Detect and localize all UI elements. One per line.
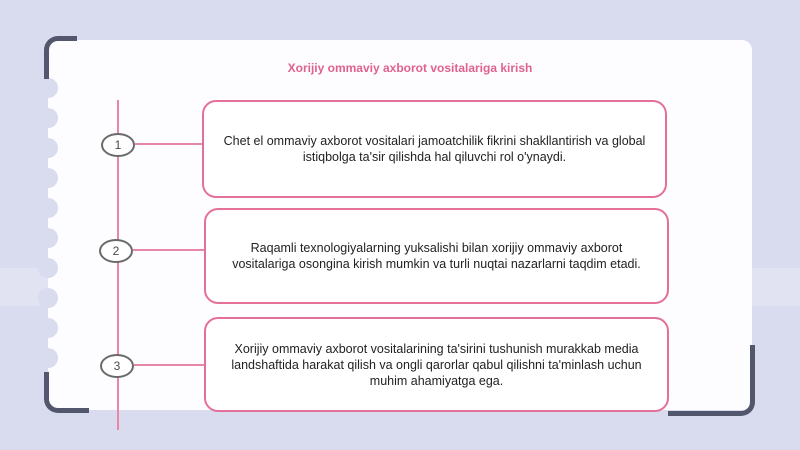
notebook-hole — [38, 198, 58, 218]
notebook-hole — [38, 138, 58, 158]
timeline-connector — [133, 249, 205, 251]
slide-title: Xorijiy ommaviy axborot vositalariga kirish — [287, 61, 533, 75]
corner-bracket-top-left — [44, 36, 77, 79]
step-text: Chet el ommaviy axborot vositalari jamoatchilik fikrini shakllantirish va global istiqbolga ta'sir qilishda hal qiluvchi rol o'ynaydi. — [223, 134, 646, 164]
step-marker: 2 — [99, 239, 133, 263]
corner-bracket-bottom-left — [44, 372, 89, 413]
step-box — [204, 317, 669, 412]
notebook-hole — [38, 108, 58, 128]
step-marker: 3 — [100, 354, 134, 378]
step-box — [204, 208, 669, 304]
notebook-hole — [38, 78, 58, 98]
step-box — [202, 100, 667, 198]
step-text: Raqamli texnologiyalarning yuksalishi bilan xorijiy ommaviy axborot vositalariga osongina kirish mumkin va turli nuqtai nazarlarni taqdim etadi. — [232, 241, 641, 271]
notebook-hole — [38, 228, 58, 248]
notebook-hole — [38, 258, 58, 278]
step-text: Xorijiy ommaviy axborot vositalarining ta'sirini tushunish murakkab media landshaftida harakat qilish va ongli qarorlar qabul qilishni ta'minlash uchun muhim ahamiyatga ega. — [231, 341, 642, 388]
corner-bracket-bottom-right — [668, 345, 755, 416]
notebook-hole — [38, 318, 58, 338]
notebook-hole — [38, 168, 58, 188]
notebook-hole — [38, 348, 58, 368]
timeline-connector — [135, 143, 203, 145]
timeline-connector — [134, 364, 206, 366]
notebook-hole — [38, 288, 58, 308]
step-marker: 1 — [101, 133, 135, 157]
